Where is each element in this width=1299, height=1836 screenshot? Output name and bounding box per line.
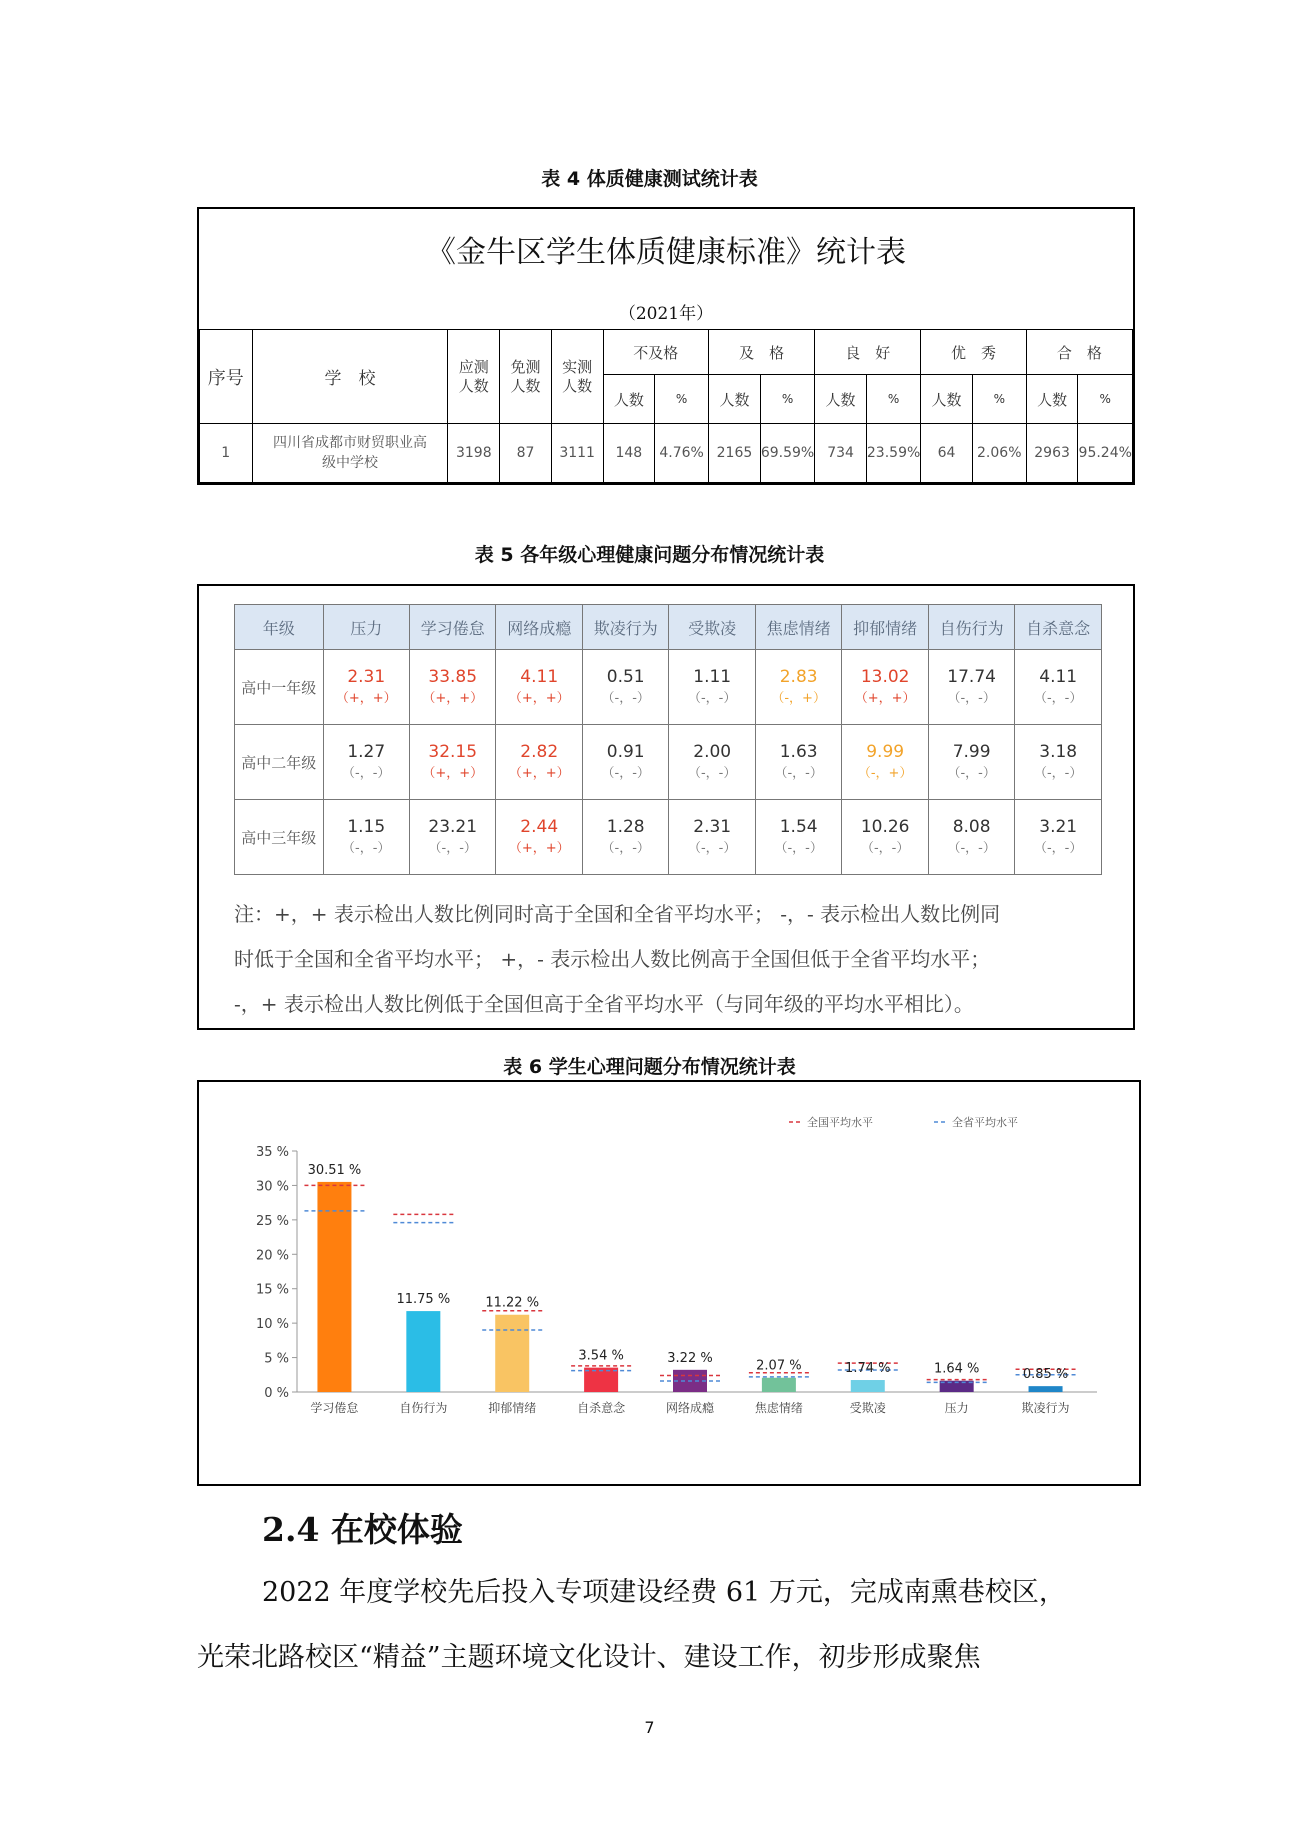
value-cell [1015,725,1102,800]
cell-sign: （-，-） [342,766,391,781]
header-exempt: 免测 人数 [500,330,552,424]
header-group: 优 秀 [921,330,1026,375]
value-cell [582,650,668,725]
cell-value: 1.27 [347,742,386,762]
legend-label: 全国平均水平 [807,1116,873,1129]
y-tick-label: 5 % [264,1351,289,1367]
x-tick-label: 自杀意念 [577,1401,626,1415]
cell-value: 64 [921,424,973,483]
table4-caption: 表 4 体质健康测试统计表 [541,168,758,190]
value-cell [409,725,495,800]
cell-sign: （-，-） [601,766,650,781]
cell-value: 2.44 [520,817,559,837]
table-row [200,424,1133,483]
cell-value: 2.83 [779,667,818,687]
cell-value: 1.11 [693,667,732,687]
data-label: 3.22 % [667,1350,713,1366]
x-tick-label: 抑郁情绪 [488,1401,537,1415]
note-line: 注：+，+ 表示检出人数比例同时高于全国和全省平均水平； -，- 表示检出人数比例同 [234,902,1001,926]
value-cell [582,800,668,875]
cell-value: 3.18 [1039,742,1078,762]
value-cell [409,650,495,725]
header-cell: 抑郁情绪 [842,605,928,650]
value-cell [928,725,1014,800]
cell-exempt: 87 [500,424,552,483]
y-tick-label: 0 % [264,1386,289,1401]
cell-sign: （-，-） [687,766,737,781]
data-label: 1.64 % [933,1361,980,1377]
header-cell: 压力 [323,605,409,650]
cell-value: 4.11 [1039,667,1078,687]
header-pct: % [1078,375,1133,424]
cell-sign: （-，-） [428,841,477,856]
y-tick-label: 25 % [255,1213,289,1229]
header-cell: 自伤行为 [928,605,1014,650]
header-seq: 序号 [200,330,253,424]
cell-sign: （-，-） [860,841,910,856]
table5-grid [234,604,1102,875]
cell-seq: 1 [200,424,253,483]
section-heading: 2.4 在校体验 [262,1510,463,1549]
bar [1029,1386,1063,1392]
value-cell [842,650,928,725]
cell-sign: （+，+） [508,766,570,781]
cell-sign: （-，-） [687,691,737,706]
value-cell [669,800,755,875]
value-cell [323,725,409,800]
x-tick-label: 压力 [944,1401,969,1415]
value-cell [928,650,1014,725]
table5 [197,584,1135,1030]
cell-sign: （-，-） [1033,691,1083,706]
value-cell [323,800,409,875]
header-group: 不及格 [603,330,709,375]
data-label: 11.22 % [485,1295,540,1311]
header-school: 学 校 [252,330,448,424]
cell-school: 四川省成都市财贸职业高级中学校 [252,424,448,483]
cell-value: 2.31 [347,667,386,687]
cell-value: 0.51 [606,667,645,687]
header-should: 应测 人数 [448,330,500,424]
bar [762,1378,796,1392]
cell-sign: （-，-） [342,841,391,856]
note-line: 时低于全国和全省平均水平； +，- 表示检出人数比例高于全国但低于全省平均水平； [234,947,991,971]
table4-grid [199,329,1133,483]
header-cell: 自杀意念 [1015,605,1102,650]
cell-value: 7.99 [952,742,991,762]
cell-sign: （-，+） [771,691,826,706]
table5-note [234,892,1114,1027]
value-cell [755,650,841,725]
cell-value: 23.59% [866,424,920,483]
data-label: 11.75 % [396,1292,451,1308]
legend-label: 全省平均水平 [952,1116,1018,1129]
y-tick-label: 35 % [255,1145,289,1160]
y-tick-label: 20 % [255,1248,289,1264]
value-cell [496,725,582,800]
cell-sign: （-，-） [947,841,996,856]
bar [406,1311,440,1392]
table-row [235,725,1102,800]
cell-value: 2165 [709,424,761,483]
value-cell [669,650,755,725]
page-number: 7 [644,1718,655,1737]
cell-sign: （+，+） [508,691,570,706]
grade-cell: 高中二年级 [235,725,324,800]
header-cell: 学习倦怠 [409,605,495,650]
table5-header-row [235,605,1102,650]
cell-value: 10.26 [860,817,910,837]
cell-sign: （+，+） [422,691,484,706]
header-count: 人数 [709,375,761,424]
value-cell [323,650,409,725]
data-label: 30.51 % [307,1162,362,1178]
value-cell [928,800,1014,875]
header-cell: 受欺凌 [669,605,755,650]
paragraph-line: 光荣北路校区“精益”主题环境文化设计、建设工作，初步形成聚焦 [197,1642,981,1673]
y-tick-label: 30 % [255,1179,289,1195]
cell-value: 13.02 [860,667,910,687]
cell-value: 1.15 [347,817,386,837]
header-cell: 焦虑情绪 [755,605,841,650]
cell-value: 9.99 [866,742,905,762]
value-cell [755,800,841,875]
cell-sign: （-，-） [601,691,650,706]
table5-body [235,650,1102,875]
note-line: -，+ 表示检出人数比例低于全国但高于全省平均水平（与同年级的平均水平相比）。 [234,992,974,1016]
cell-value: 8.08 [952,817,991,837]
data-label: 1.74 % [845,1361,891,1377]
x-tick-label: 欺凌行为 [1021,1401,1070,1415]
table-row [235,800,1102,875]
bar [317,1182,351,1392]
value-cell [755,725,841,800]
header-count: 人数 [1026,375,1078,424]
cell-value: 69.59% [760,424,814,483]
table5-caption: 表 5 各年级心理健康问题分布情况统计表 [474,544,825,566]
cell-value: 17.74 [947,667,996,687]
cell-value: 23.21 [428,817,478,837]
data-label: 2.07 % [756,1358,802,1374]
value-cell [582,725,668,800]
cell-value: 2.31 [693,817,732,837]
value-cell [409,800,495,875]
header-pct: % [760,375,814,424]
table4-title: 《金牛区学生体质健康标准》统计表 [426,235,906,270]
table-row [235,650,1102,725]
cell-value: 33.85 [428,667,478,687]
header-count: 人数 [921,375,973,424]
value-cell [1015,800,1102,875]
cell-value: 2.82 [520,742,559,762]
cell-value: 2963 [1026,424,1078,483]
header-group: 良 好 [815,330,921,375]
cell-sign: （-，-） [774,766,823,781]
value-cell [1015,650,1102,725]
bar-chart [199,1082,1139,1484]
cell-sign: （-，-） [947,691,996,706]
paragraph-line: 2022 年度学校先后投入专项建设经费 61 万元，完成南熏巷校区， [262,1577,1066,1608]
data-label: 0.85 % [1022,1367,1069,1383]
header-count: 人数 [603,375,655,424]
x-tick-label: 网络成瘾 [665,1401,715,1415]
cell-value: 4.11 [520,667,559,687]
cell-value: 148 [603,424,655,483]
grade-cell: 高中一年级 [235,650,324,725]
grade-cell: 高中三年级 [235,800,324,875]
x-tick-label: 受欺凌 [849,1401,886,1415]
header-count: 人数 [815,375,867,424]
cell-sign: （-，-） [687,841,737,856]
cell-sign: （+，+） [335,691,397,706]
header-group: 合 格 [1026,330,1132,375]
cell-sign: （-，-） [1033,841,1083,856]
header-cell: 网络成瘾 [496,605,582,650]
cell-value: 1.28 [606,817,645,837]
x-tick-label: 自伤行为 [399,1401,448,1415]
cell-sign: （+，+） [508,841,570,856]
header-pct: % [866,375,920,424]
cell-sign: （-，-） [774,841,823,856]
value-cell [842,800,928,875]
cell-value: 1.54 [779,817,818,837]
table4 [197,207,1135,485]
table4-year: （2021年） [618,304,714,324]
cell-sign: （-，-） [1033,766,1083,781]
cell-sign: （+，+） [422,766,484,781]
cell-sign: （-，-） [947,766,996,781]
value-cell [842,725,928,800]
bar [851,1380,885,1392]
header-group: 及 格 [709,330,815,375]
cell-value: 734 [815,424,867,483]
cell-sign: （-，+） [857,766,913,781]
table6-chart-frame [197,1080,1141,1486]
y-tick-label: 15 % [255,1282,289,1298]
cell-value: 0.91 [606,742,645,762]
data-label: 3.54 % [578,1348,624,1364]
cell-value: 4.76% [655,424,709,483]
cell-value: 2.06% [972,424,1026,483]
cell-value: 32.15 [428,742,478,762]
cell-should: 3198 [448,424,500,483]
cell-value: 95.24% [1078,424,1133,483]
table6-caption: 表 6 学生心理问题分布情况统计表 [503,1056,796,1078]
cell-actual: 3111 [551,424,603,483]
cell-sign: （+，+） [854,691,916,706]
cell-value: 3.21 [1039,817,1078,837]
x-tick-label: 焦虑情绪 [754,1401,803,1415]
bar [495,1315,529,1392]
cell-value: 1.63 [779,742,818,762]
value-cell [669,725,755,800]
x-tick-label: 学习倦怠 [310,1401,359,1415]
header-pct: % [972,375,1026,424]
value-cell [496,800,582,875]
header-pct: % [655,375,709,424]
y-tick-label: 10 % [255,1317,289,1333]
cell-value: 2.00 [693,742,732,762]
header-actual: 实测 人数 [551,330,603,424]
header-cell: 年级 [235,605,324,650]
cell-sign: （-，-） [601,841,650,856]
header-cell: 欺凌行为 [582,605,668,650]
value-cell [496,650,582,725]
